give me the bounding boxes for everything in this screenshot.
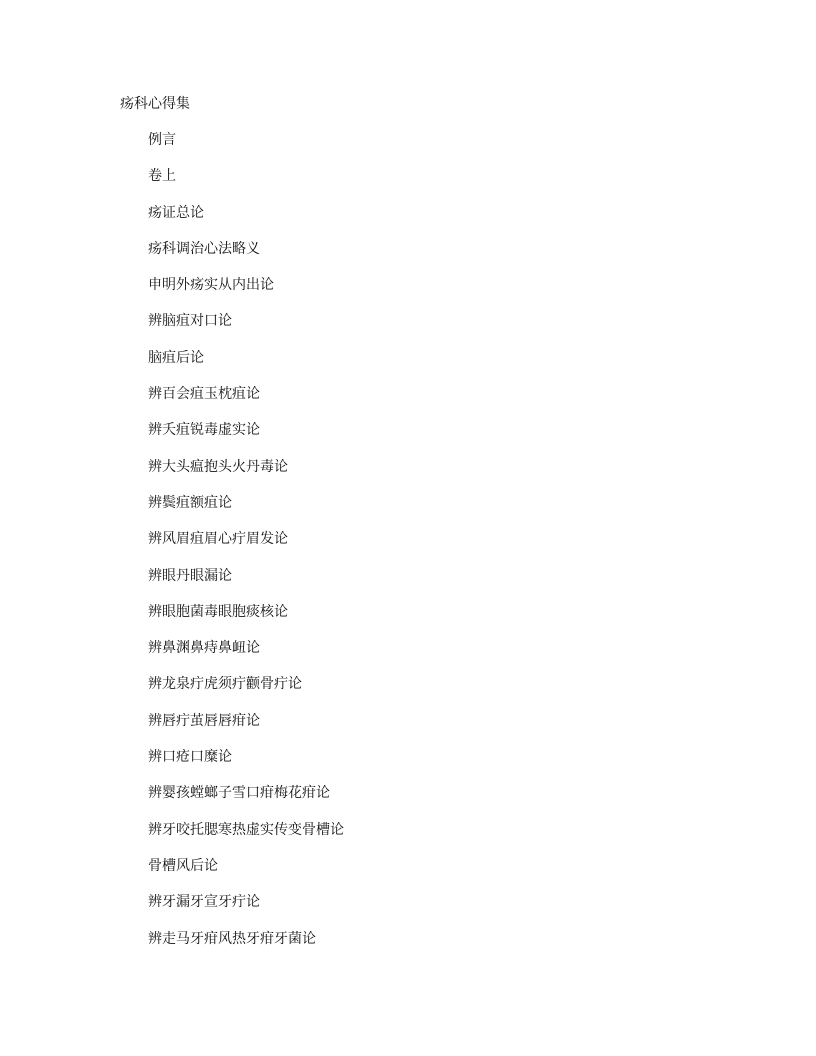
toc-entry: 辨眼胞菌毒眼胞痰核论 — [148, 603, 288, 620]
toc-entry: 辨百会疽玉枕疽论 — [148, 386, 260, 403]
toc-entry: 辨风眉疽眉心疔眉发论 — [148, 531, 288, 548]
table-of-contents — [148, 131, 344, 966]
toc-entry: 卷上 — [148, 168, 176, 185]
toc-entry: 辨牙咬托腮寒热虚实传变骨槽论 — [148, 821, 344, 838]
toc-entry: 辨脑疽对口论 — [148, 313, 232, 330]
toc-entry: 辨龙泉疔虎须疔颧骨疔论 — [148, 676, 302, 693]
toc-entry: 辨鼻渊鼻痔鼻衄论 — [148, 640, 260, 657]
toc-entry: 辨走马牙疳风热牙疳牙菌论 — [148, 930, 316, 947]
toc-entry: 申明外疡实从内出论 — [148, 277, 274, 294]
toc-entry: 辨大头瘟抱头火丹毒论 — [148, 458, 288, 475]
toc-entry: 辨眼丹眼漏论 — [148, 567, 232, 584]
toc-entry: 辨夭疽锐毒虚实论 — [148, 422, 260, 439]
document-title: 疡科心得集 — [120, 96, 190, 112]
toc-entry: 辨唇疔茧唇唇疳论 — [148, 712, 260, 729]
toc-entry: 疡证总论 — [148, 204, 204, 221]
toc-entry: 辨婴孩螳螂子雪口疳梅花疳论 — [148, 785, 330, 802]
toc-entry: 辨鬓疽额疽论 — [148, 494, 232, 511]
toc-entry: 例言 — [148, 132, 176, 148]
toc-entry: 疡科调治心法略义 — [148, 240, 260, 257]
toc-entry: 脑疽后论 — [148, 349, 204, 366]
toc-entry: 骨槽风后论 — [148, 857, 218, 874]
toc-entry: 辨口疮口糜论 — [148, 749, 232, 766]
toc-entry: 辨牙漏牙宣牙疔论 — [148, 894, 260, 911]
